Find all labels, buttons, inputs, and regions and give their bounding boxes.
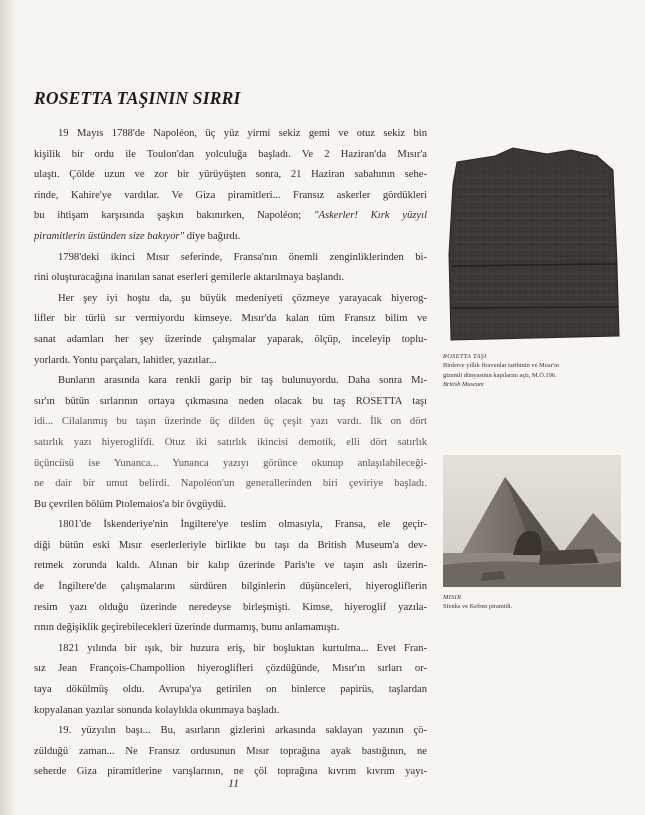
text-line: 1801'de İskenderiye'nin İngiltere'ye teslim olmasıyla, Fransa, ele geçir- bbox=[58, 519, 427, 531]
napoleon-quote-end: piramitlerin üstünden size bakıyor" bbox=[34, 230, 185, 242]
text-line: retmek zorunda kaldı. Alınan bir kalıp üzerinde Paris'te ve taşın aslı üzerin- bbox=[34, 560, 427, 572]
caption-title: ROSETTA TAŞI bbox=[443, 353, 487, 360]
page-gutter-shadow bbox=[0, 0, 16, 815]
text-line: 1821 yılında bir ışık, bir huzura eriş, bir boşluktan kurtulma... Evet Fran- bbox=[58, 642, 427, 654]
paragraph-7 bbox=[34, 721, 427, 783]
text-line: resim yazı olduğu üzerinde neredeyse birleşmişti. Kimse, hiyeroglif yazıla- bbox=[34, 601, 427, 613]
paragraph-2 bbox=[34, 248, 427, 289]
text-line: Her şey iyi hoştu da, şu büyük medeniyeti çözmeye yarayacak hiyerog- bbox=[58, 292, 427, 304]
paragraph-1 bbox=[34, 124, 427, 248]
caption-line: Sfenks ve Kefren piramidi. bbox=[443, 603, 513, 611]
caption-line: Binlerce yıllık firavunlar tarihinin ve Mısır'ın bbox=[443, 362, 559, 370]
text-line: üçüncüsü ise Yunanca... Yunanca yazıyı görünce okunup anlaşılabileceği- bbox=[34, 457, 427, 469]
text-line: sır'ın bütün sırlarının ortaya çıkmasına neden olacak bu taş ROSETTA taşı bbox=[34, 395, 427, 407]
caption-line: gizemli dünyasının kapılarını açtı, M.Ö.196. bbox=[443, 371, 557, 379]
text-line: sanat adamları her şey üzerinde çalışmalar yaparak, ölçüp, inceleyip toplu- bbox=[34, 333, 427, 345]
text-line: seherde Giza piramitlerine varışlarının, ne çöl toprağına kıvrım kıvrım yayı- bbox=[34, 766, 427, 778]
text-line: idi... Cilalanmış bu taşın üzerinde üç dilden üç çeşit yazı vardı. İlk on dört bbox=[34, 416, 427, 428]
text-line: 19 Mayıs 1788'de Napoléon, üç yüz yirmi sekiz gemi ve otuz sekiz bin bbox=[58, 128, 427, 139]
text-line: ne dair bir umut belirdi. Napoléon'un generallerinden biri çeviriye başladı. bbox=[34, 478, 427, 490]
text-line: satırlık yazı hiyeroglifdi. Otuz iki satırlık ikincisi demotik, elli dört satırlık bbox=[34, 436, 427, 448]
text-line: lifler bir türlü sır vermiyordu kimseye. Mısır'da kalan tüm Fransız bilim ve bbox=[34, 313, 427, 325]
caption-title: MISIR bbox=[443, 594, 462, 601]
text-line: rini oluşturacağına inanılan sanat eserleri gemilerle aktarılmaya başlandı. bbox=[34, 272, 345, 284]
text-line-part: diye bağırdı. bbox=[184, 230, 241, 242]
paragraph-4 bbox=[34, 371, 427, 515]
text-line: rının değişiklik geçirebilecekleri üzerinde durmamış, bunu anlamamıştı. bbox=[34, 622, 340, 634]
caption-source: British Museum bbox=[443, 381, 484, 389]
paragraph-6 bbox=[34, 639, 427, 721]
article-body bbox=[34, 124, 427, 783]
misir-caption bbox=[443, 593, 623, 612]
text-line: kişilik bir ordu ile Toulon'dan yolculuğa başladı. Ve 2 Haziran'da Mısır'a bbox=[34, 148, 427, 160]
chapter-title: ROSETTA TAŞININ SIRRI bbox=[34, 88, 241, 108]
text-line: taya dökülmüş oldu. Avrupa'ya getirilen on binlerce papirüs, taşlardan bbox=[34, 684, 427, 696]
text-line: Bu çevrilen bölüm Ptolemaios'a bir övgüydü. bbox=[34, 498, 226, 510]
text-line: rinde, Kahire'ye vardılar. Ve Giza piramitleri... Fransız askerler gördükleri bbox=[34, 189, 427, 201]
rosetta-caption bbox=[443, 352, 623, 390]
text-line: yorlardı. Yontu parçaları, lahitler, yazıtlar... bbox=[34, 354, 217, 366]
text-line: 19. yüzyılın başı... Bu, asırların gizlerini arkasında saklayan yazının çö- bbox=[58, 725, 427, 737]
paragraph-5 bbox=[34, 515, 427, 639]
paragraph-3 bbox=[34, 289, 427, 371]
text-line: de İngiltere'de çalışmalarını sürdüren bilginlerin düşünceleri, hiyerogliflerin bbox=[34, 581, 427, 593]
text-line: sız Jean François-Champollion hiyeroglifleri çözdüğünde, Mısır'ın sırları or- bbox=[34, 663, 427, 675]
text-line: ulaştı. Çölde uzun ve zor bir yürüyüşten sonra, 21 Haziran sabahının sehe- bbox=[34, 169, 427, 181]
text-line: diği bütün eski Mısır eserlerleriyle birlikte bu taşı da British Museum'a dev- bbox=[34, 539, 427, 551]
text-line: zülduğü zaman... Ne Fransız ordusunun Mısır toprağına ayak bastığının, ne bbox=[34, 745, 427, 757]
sphinx-pyramid-photo bbox=[443, 455, 621, 587]
napoleon-quote-start: "Askerler! Kırk yüzyıl bbox=[314, 210, 428, 222]
text-line: kopyalanan yazılar sonunda kolaylıkla okunmaya başladı. bbox=[34, 704, 280, 716]
text-line: 1798'deki ikinci Mısır seferinde, Fransa'nın önemli zenginliklerinden bi- bbox=[58, 251, 427, 263]
text-line bbox=[34, 206, 427, 227]
text-line: Bunların arasında kara renkli garip bir taş bulunuyordu. Daha sonra Mı- bbox=[58, 375, 427, 387]
page-number: 11 bbox=[228, 776, 240, 790]
text-line-part: bu ihtişam karşısında şaşkın bakınırken, Napoléon; bbox=[34, 210, 302, 222]
text-line bbox=[34, 227, 427, 248]
rosetta-stone-photo bbox=[443, 144, 621, 344]
